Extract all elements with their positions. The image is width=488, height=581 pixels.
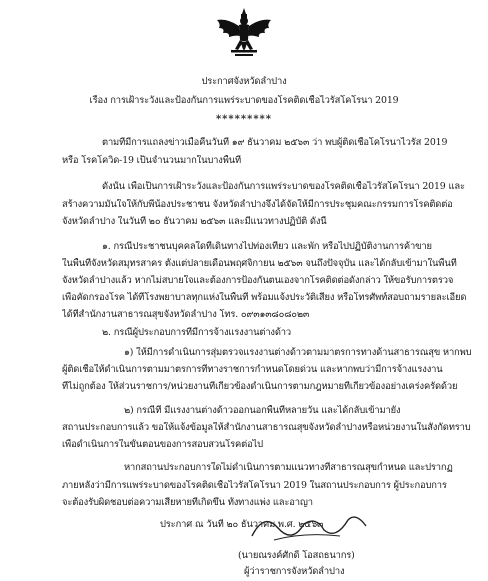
- paragraph-2-line-3: จังหวัดลำปาง ในวันที่ ๒๐ ธันวาคม ๒๕๖๓ และมีแนวทางปฏิบัติ ดังนี้: [62, 216, 327, 227]
- issuer-line: ประกาศจังหวัดลำปาง: [201, 76, 287, 87]
- item-2-2-line-3: เพื่อดำเนินการในขั้นตอนของการสอบสวนโรคต่อไป: [62, 439, 263, 450]
- item-2-2-line-2: สถานประกอบการแล้ว ขอให้แจ้งข้อมูลให้สำนักงานสาธารณสุขจังหวัดลำปางหรือหน่วยงานในสังกัดทราบ: [62, 422, 471, 433]
- separator: *********: [215, 114, 273, 125]
- signer-title: ผู้ว่าราชการจังหวัดลำปาง: [244, 566, 345, 577]
- item-1-line-5: ได้ที่สำนักงานสาธารณสุขจังหวัดลำปาง โทร. ๐๙๓๑๓๘๐๘๐๒๓: [62, 309, 310, 320]
- item-1-line-4: เพื่อคัดกรองโรค ได้ที่โรงพยาบาลทุกแห่งในพื้นที่ พร้อมแจ้งประวัติเสี่ยง หรือโทรศัพท์สอบถามรายละเอียด: [62, 292, 467, 303]
- paragraph-3-line-3: จะต้องรับผิดชอบต่อความเสียหายที่เกิดขึ้น ทั้งทางแพ่ง และอาญา: [62, 497, 313, 508]
- item-2-1-line-3: ที่ไม่ถูกต้อง ให้ส่วนราชการ/หน่วยงานที่เกี่ยวข้องดำเนินการตามกฎหมายที่เกี่ยวข้องอย่างเคร่งครัดด้วย: [62, 381, 458, 392]
- paragraph-3-line-1: หากสถานประกอบการใดไม่ดำเนินการตามแนวทางที่สาธารณสุขกำหนด และปรากฏ: [124, 462, 453, 473]
- date-line: ประกาศ ณ วันที่ ๒๐ ธันวาคม พ.ศ. ๒๕๖๓: [160, 519, 324, 530]
- paragraph-2-line-2: สร้างความมั่นใจให้กับพี่น้องประชาชน จังหวัดลำปางจึงได้จัดให้มีการประชุมคณะกรรมการโรคติดต่อ: [62, 199, 453, 210]
- item-1-line-1: ๑. กรณีประชาชนบุคคลใดที่เดินทางไปท่องเที่ยว และพัก หรือไปปฏิบัติงานการค้าขาย: [102, 241, 432, 252]
- paragraph-2-line-1: ดังนั้น เพื่อเป็นการเฝ้าระวังและป้องกันการแพร่ระบาดของโรคติดเชื้อไวรัสโคโรนา 2019 และ: [102, 181, 465, 192]
- signature-icon: [244, 506, 374, 546]
- item-2-1-line-1: ๑) ให้มีการดำเนินการสุ่มตรวจแรงงานต่างด้าวตามมาตรการทางด้านสาธารณสุข หากพบ: [124, 347, 472, 358]
- paragraph-3-line-2: ภายหลังว่ามีการแพร่ระบาดของโรคติดเชื้อไวรัสโคโรนา 2019 ในสถานประกอบการ ผู้ประกอบการ: [62, 480, 447, 491]
- item-1-line-3: จังหวัดลำปางแล้ว หากไม่สบายใจและต้องการป้องกันตนเองจากโรคติดต่อดังกล่าว ให้ขอรับการตรวจ: [62, 275, 454, 286]
- item-2-2-line-1: ๒) กรณีที่ มีแรงงานต่างด้าวออกนอกพื้นที่หลายวัน และได้กลับเข้ามายัง: [124, 405, 401, 416]
- subject-line: เรื่อง การเฝ้าระวังและป้องกันการแพร่ระบาดของโรคติดเชื้อไวรัสโคโรนา 2019: [89, 95, 399, 106]
- paragraph-1-line-2: หรือ โรคโควิด-19 เป็นจำนวนมากในบางพื้นที่: [62, 155, 242, 166]
- item-1-line-2: ในพื้นที่จังหวัดสมุทรสาคร ตั้งแต่ปลายเดือนพฤศจิกายน ๒๕๖๓ จนถึงปัจจุบัน และได้กลับเข้ามาในพื้นที่: [62, 258, 457, 269]
- signer-name: (นายณรงค์ศักดิ์ โอสถธนากร): [238, 550, 355, 561]
- item-2-heading: ๒. กรณีผู้ประกอบการที่มีการจ้างแรงงานต่างด้าว: [102, 327, 292, 338]
- item-2-1-line-2: ผู้ติดเชื้อให้ดำเนินการตามมาตรการที่ทางราชการกำหนดโดยด่วน และหากพบว่ามีการจ้างแรงงาน: [62, 364, 443, 375]
- garuda-emblem-icon: [213, 6, 275, 62]
- paragraph-1-line-1: ตามที่มีการแถลงข่าวเมื่อคืนวันที่ ๑๙ ธันวาคม ๒๕๖๓ ว่า พบผู้ติดเชื้อโคโรนาไวรัส 2019: [102, 137, 448, 148]
